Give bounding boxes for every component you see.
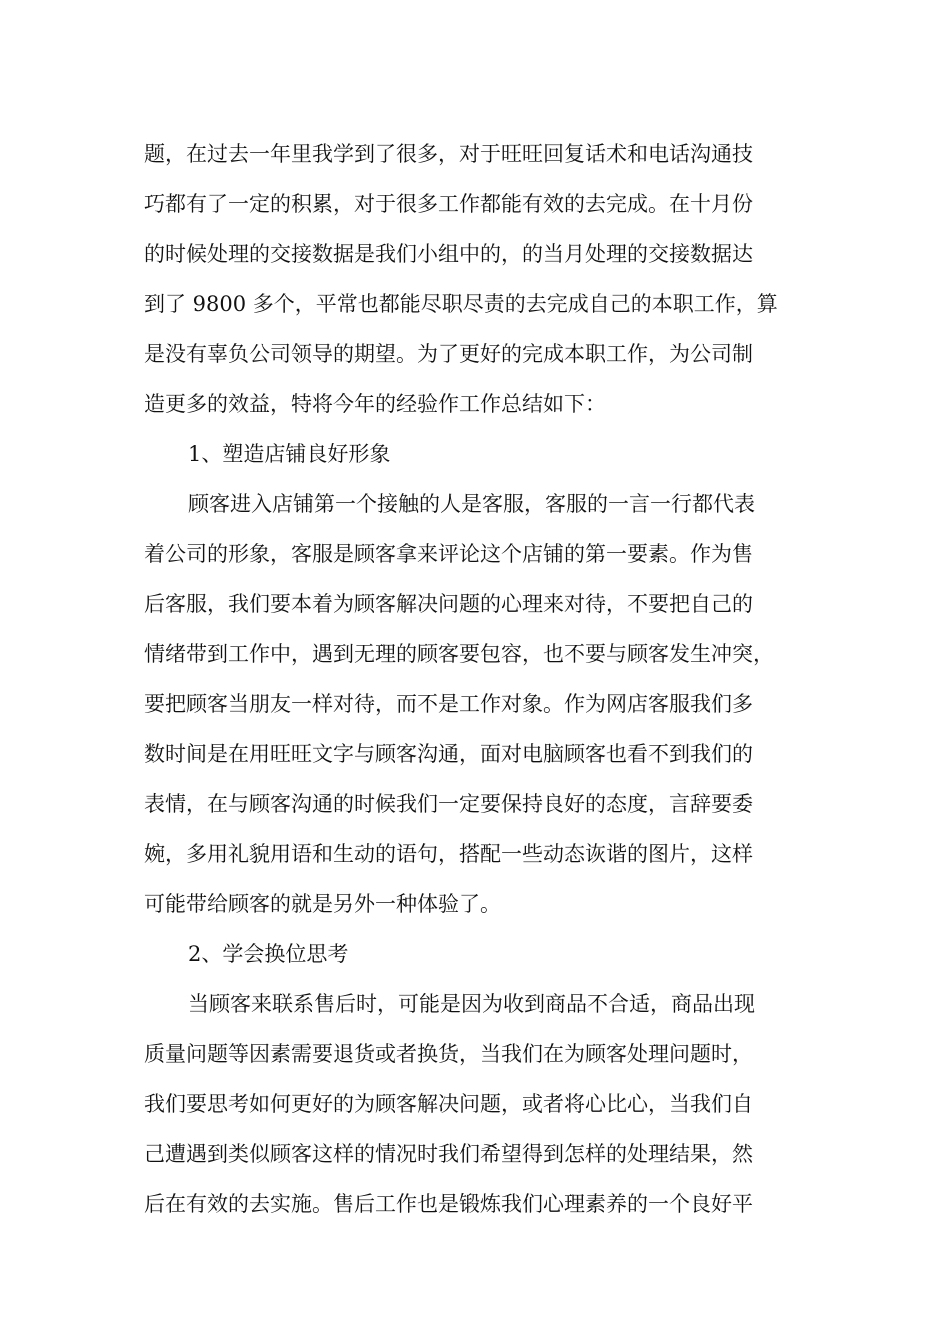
text-line: 质量问题等因素需要退货或者换货，当我们在为顾客处理问题时，	[144, 1042, 753, 1066]
text-line: 后客服，我们要本着为顾客解决问题的心理来对待，不要把自己的	[144, 592, 753, 616]
text-line: 要把顾客当朋友一样对待，而不是工作对象。作为网店客服我们多	[144, 692, 753, 716]
text-line: 到了 9800 多个，平常也都能尽职尽责的去完成自己的本职工作，算	[144, 292, 778, 316]
text-line: 顾客进入店铺第一个接触的人是客服，客服的一言一行都代表	[188, 492, 755, 516]
text-line: 的时候处理的交接数据是我们小组中的，的当月处理的交接数据达	[144, 242, 753, 266]
text-line: 己遭遇到类似顾客这样的情况时我们希望得到怎样的处理结果，然	[144, 1142, 753, 1166]
text-line: 巧都有了一定的积累，对于很多工作都能有效的去完成。在十月份	[144, 192, 753, 216]
text-line: 造更多的效益，特将今年的经验作工作总结如下：	[144, 392, 606, 416]
text-line: 数时间是在用旺旺文字与顾客沟通，面对电脑顾客也看不到我们的	[144, 742, 753, 766]
text-line: 情绪带到工作中，遇到无理的顾客要包容，也不要与顾客发生冲突，	[144, 642, 774, 666]
text-line: 题，在过去一年里我学到了很多，对于旺旺回复话术和电话沟通技	[144, 142, 753, 166]
text-line: 着公司的形象，客服是顾客拿来评论这个店铺的第一要素。作为售	[144, 542, 753, 566]
text-line: 可能带给顾客的就是另外一种体验了。	[144, 892, 501, 916]
section-heading: 2、学会换位思考	[188, 942, 349, 966]
section-heading: 1、塑造店铺良好形象	[188, 442, 391, 466]
text-line: 我们要思考如何更好的为顾客解决问题，或者将心比心，当我们自	[144, 1092, 753, 1116]
text-line: 后在有效的去实施。售后工作也是锻炼我们心理素养的一个良好平	[144, 1192, 753, 1216]
text-line: 婉，多用礼貌用语和生动的语句，搭配一些动态诙谐的图片，这样	[144, 842, 753, 866]
document-body	[144, 129, 812, 1229]
text-line: 表情，在与顾客沟通的时候我们一定要保持良好的态度，言辞要委	[144, 792, 753, 816]
text-line: 当顾客来联系售后时，可能是因为收到商品不合适，商品出现	[188, 992, 755, 1016]
text-line: 是没有辜负公司领导的期望。为了更好的完成本职工作，为公司制	[144, 342, 753, 366]
